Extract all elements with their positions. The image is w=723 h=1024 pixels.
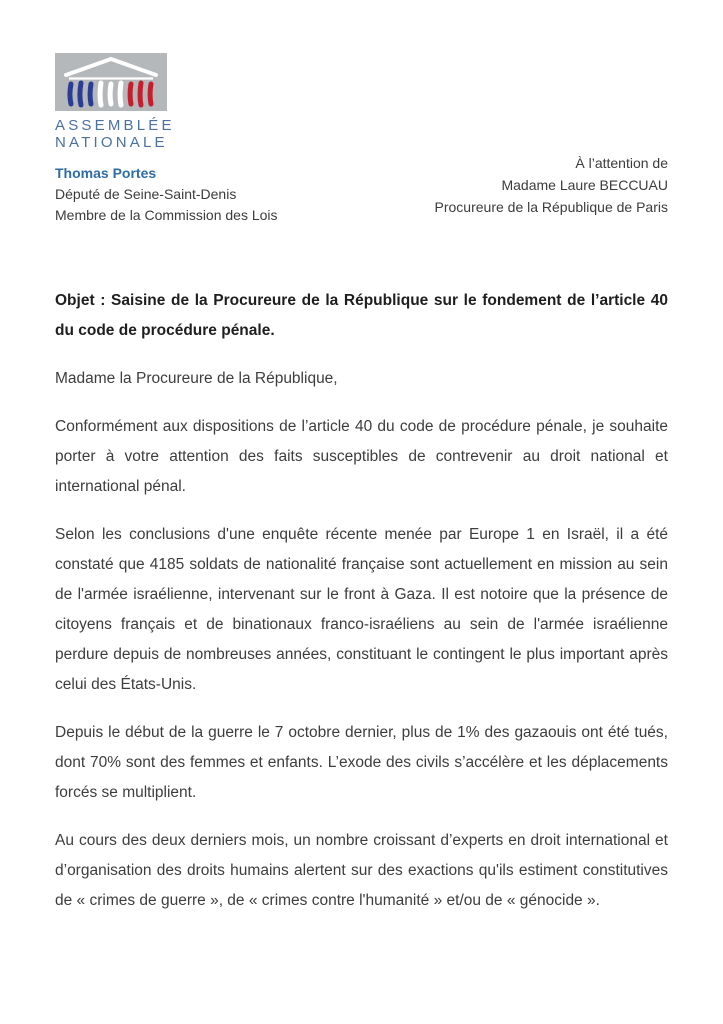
sender-block <box>55 163 315 226</box>
sender-role-2: Membre de la Commission des Lois <box>55 207 278 223</box>
sender-name: Thomas Portes <box>55 165 157 181</box>
logo-line-1: ASSEMBLÉE <box>55 117 175 134</box>
recipient-line-1: À l’attention de <box>575 155 668 171</box>
recipient-line-3: Procureure de la République de Paris <box>434 199 668 215</box>
letter-body <box>55 286 668 934</box>
salutation: Madame la Procureure de la République, <box>55 370 338 387</box>
assemblee-nationale-emblem-icon <box>55 53 167 111</box>
logo-wordmark <box>55 117 315 151</box>
recipient-block <box>435 152 668 218</box>
paragraph-2: Selon les conclusions d'une enquête récente menée par Europe 1 en Israël, il a été constaté que 4185 soldats de nationalité française sont actuellement en mission au sein de l'armée israélienne, intervenant sur le front à Gaza. Il est notoire que la présence de citoyens français et de binationaux franco-israéliens au sein de l'armée israélienne perdure depuis de nombreuses années, constituant le contingent le plus important après celui des États-Unis. <box>55 526 668 693</box>
recipient-line-2: Madame Laure BECCUAU <box>501 177 668 193</box>
logo-line-2: NATIONALE <box>55 134 168 151</box>
paragraph-1: Conformément aux dispositions de l’article 40 du code de procédure pénale, je souhaite porter à votre attention des faits susceptibles de contrevenir au droit national et international pénal. <box>55 418 668 495</box>
letterhead <box>55 53 315 226</box>
sender-role-1: Député de Seine-Saint-Denis <box>55 186 237 202</box>
subject-line: Objet : Saisine de la Procureure de la République sur le fondement de l’article 40 du code de procédure pénale. <box>55 292 668 339</box>
paragraph-3: Depuis le début de la guerre le 7 octobre dernier, plus de 1% des gazaouis ont été tués, dont 70% sont des femmes et enfants. L’exode des civils s’accélère et les déplacements forcés se multiplient. <box>55 724 668 801</box>
paragraph-4: Au cours des deux derniers mois, un nombre croissant d’experts en droit international et d’organisation des droits humains alertent sur des exactions qu'ils estiment constitutives de « crimes de guerre », de « crimes contre l'humanité » et/ou de « génocide ». <box>55 832 668 909</box>
